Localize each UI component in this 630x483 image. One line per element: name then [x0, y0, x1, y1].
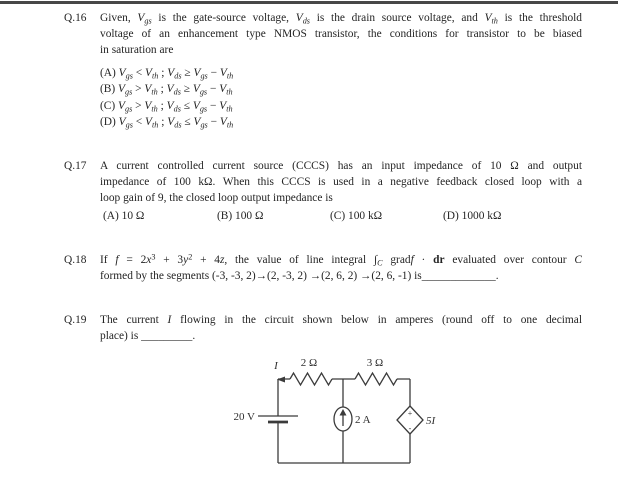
resistor-3ohm: [355, 373, 397, 385]
question-16-text-line-3: in saturation are: [100, 44, 174, 56]
question-17-text-line-1: A current controlled current source (CCCS) has an input impedance of 10 Ω and output: [100, 160, 582, 172]
resistor-2ohm-label: 2 Ω: [300, 357, 318, 369]
question-17-option-c: (C) 100 kΩ: [330, 210, 383, 222]
question-17-options: [100, 210, 582, 227]
question-16-option-d: (D) $V_{gs} < V_{th}$ ; $V_{ds} \le V_{gs} - V_{th}$: [100, 115, 234, 130]
circuit-diagram: [192, 352, 454, 474]
question-17-text-line-3: loop gain of 9, the closed loop output impedance is: [100, 192, 333, 204]
question-18-text-line-1: If $f = 2x^3 + 3y^2 + 4z$, the value of line integral $\int_C$ gradf · dr evaluated over contour C: [100, 252, 582, 268]
question-17-number: Q.17: [64, 160, 87, 172]
question-18: [64, 252, 582, 284]
question-16-text-line-1: Given, $V_{gs}$ is the gate-source voltage, $V_{ds}$ is the drain source voltage, and $V_{th}$ is the threshold: [100, 12, 582, 26]
question-18-text-line-2: formed by the segments (-3, -3, 2)→(2, -3, 2) →(2, 6, 2) →(2, 6, -1) is_____________.: [100, 270, 499, 282]
question-16-option-a: (A) $V_{gs} < V_{th}$ ; $V_{ds} \ge V_{gs} - V_{th}$: [100, 67, 234, 81]
question-19-number: Q.19: [64, 314, 87, 326]
current-source-label: 2 A: [355, 414, 371, 426]
question-17-body: [100, 158, 582, 227]
question-16-option-b: (B) $V_{gs} > V_{th}$ ; $V_{ds} \ge V_{gs} - V_{th}$: [100, 83, 233, 97]
resistor-3ohm-label: 3 Ω: [366, 357, 384, 369]
question-17-option-b: (B) 100 Ω: [217, 210, 264, 222]
page-top-rule: [0, 1, 618, 4]
question-16-number: Q.16: [64, 12, 87, 24]
dependent-source-plus: +: [407, 409, 413, 418]
question-16-text-line-2: voltage of an enhancement type NMOS transistor, the conditions for transistor to be biased: [100, 28, 582, 40]
voltage-source-label: 20 V: [233, 411, 255, 423]
question-17-option-a: (A) 10 Ω: [103, 210, 145, 222]
question-17: [64, 158, 582, 227]
resistor-2ohm: [290, 373, 332, 385]
question-16-body: [100, 10, 582, 130]
loop-current-label: I: [274, 360, 278, 372]
current-source-arrow-icon: [340, 409, 347, 416]
question-17-option-d: (D) 1000 kΩ: [443, 210, 502, 222]
question-16-options: [100, 65, 582, 130]
question-19: [64, 312, 582, 344]
question-18-number: Q.18: [64, 254, 87, 266]
dependent-source-minus: -: [408, 424, 412, 433]
question-19-text-line-2: place) is _________.: [100, 330, 196, 342]
question-16: [64, 10, 582, 130]
dependent-source-label: 5I: [426, 415, 436, 427]
question-17-text-line-2: impedance of 100 kΩ. When this CCCS is used in a negative feedback closed loop with a: [100, 176, 582, 188]
question-16-option-c: (C) $V_{gs} > V_{th}$ ; $V_{ds} \le V_{gs} - V_{th}$: [100, 99, 233, 113]
question-19-text-line-1: The current I flowing in the circuit shown below in amperes (round off to one decimal: [100, 314, 582, 326]
question-18-body: [100, 252, 582, 284]
question-19-body: [100, 312, 582, 344]
